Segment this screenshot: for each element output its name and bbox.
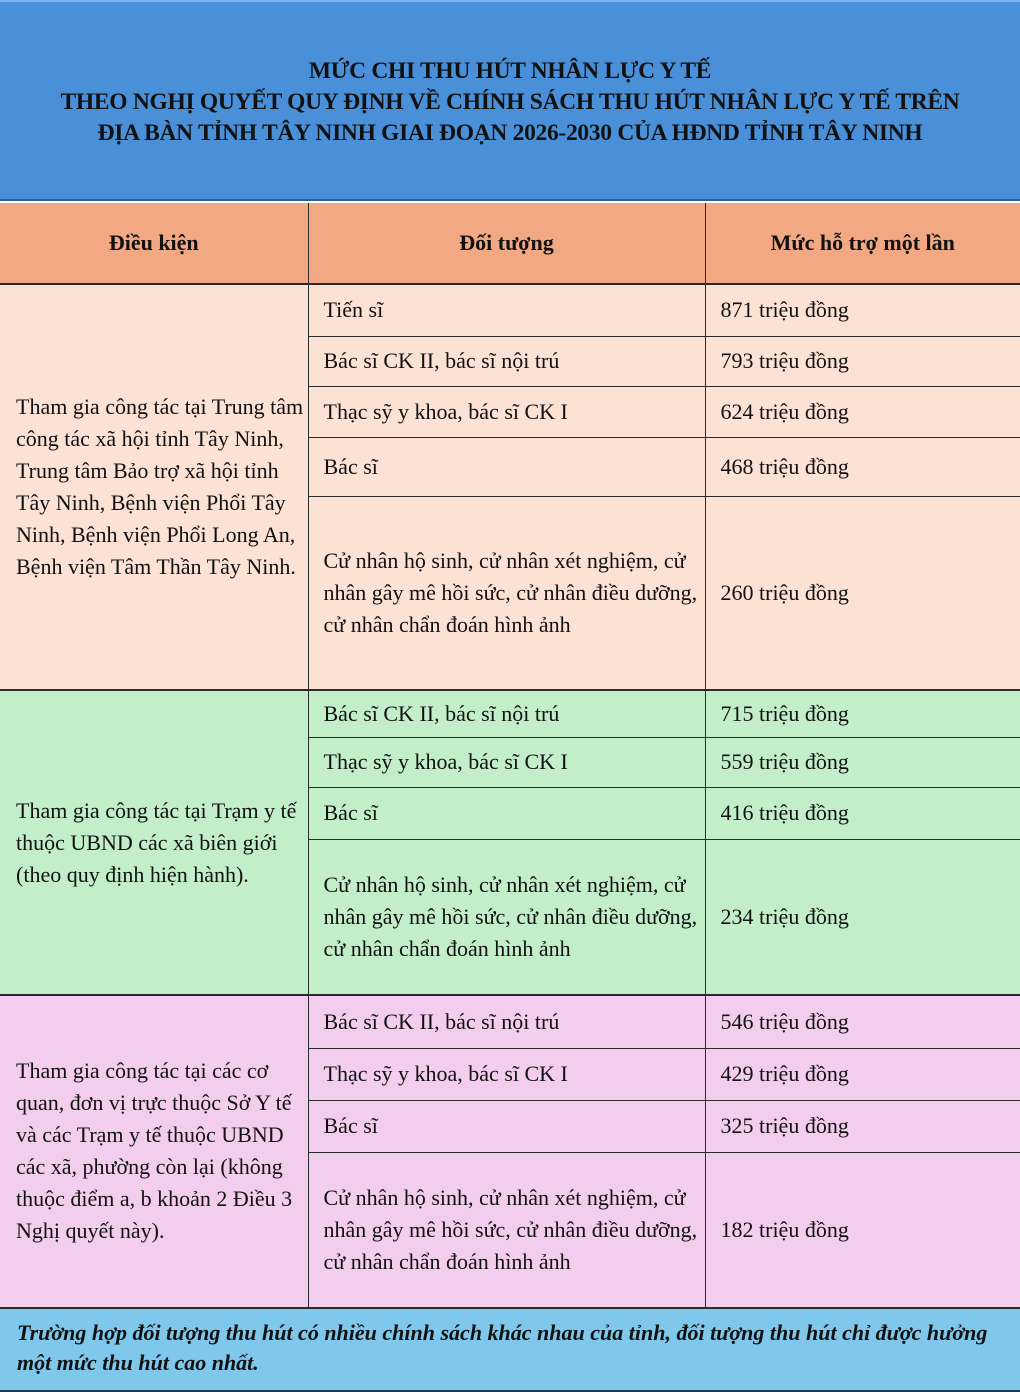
footer-note [0, 1307, 1020, 1392]
amount-cell: 624 triệu đồng [705, 386, 1020, 437]
footer-note-text: Trường hợp đối tượng thu hút có nhiều chính sách khác nhau của tỉnh, đối tượng thu hút chỉ được hưởng một mức thu hút cao nhất. [17, 1320, 988, 1375]
support-table [0, 203, 1020, 1308]
amount-cell: 416 triệu đồng [705, 787, 1020, 839]
table-row [0, 995, 1020, 1048]
target-cell: Bác sĩ CK II, bác sĩ nội trú [308, 690, 705, 737]
table-row [0, 284, 1020, 336]
condition-cell: Tham gia công tác tại Trung tâm công tác xã hội tỉnh Tây Ninh, Trung tâm Bảo trợ xã hội tỉnh Tây Ninh, Bệnh viện Phổi Tây Ninh, Bệnh viện Phổi Long An, Bệnh viện Tâm Thần Tây Ninh. [0, 284, 308, 690]
target-cell: Thạc sỹ y khoa, bác sĩ CK I [308, 737, 705, 787]
amount-cell: 793 triệu đồng [705, 336, 1020, 386]
amount-cell: 468 triệu đồng [705, 437, 1020, 496]
title-line-2: THEO NGHỊ QUYẾT QUY ĐỊNH VỀ CHÍNH SÁCH THU HÚT NHÂN LỰC Y TẾ TRÊN [60, 89, 960, 115]
target-cell: Bác sĩ [308, 437, 705, 496]
target-cell: Thạc sỹ y khoa, bác sĩ CK I [308, 386, 705, 437]
title-line-1: MỨC CHI THU HÚT NHÂN LỰC Y TẾ [308, 58, 712, 84]
condition-cell: Tham gia công tác tại các cơ quan, đơn vị trực thuộc Sở Y tế và các Trạm y tế thuộc UBND các xã, phường còn lại (không thuộc điểm a, b khoản 2 Điều 3 Nghị quyết này). [0, 995, 308, 1307]
amount-cell: 429 triệu đồng [705, 1048, 1020, 1100]
target-cell: Bác sĩ [308, 1100, 705, 1152]
header-target: Đối tượng [308, 203, 705, 284]
target-cell: Cử nhân hộ sinh, cử nhân xét nghiệm, cử nhân gây mê hồi sức, cử nhân điều dưỡng, cử nhân chẩn đoán hình ảnh [308, 1152, 705, 1307]
table-header-row [0, 203, 1020, 284]
amount-cell: 234 triệu đồng [705, 839, 1020, 995]
amount-cell: 559 triệu đồng [705, 737, 1020, 787]
table-row [0, 690, 1020, 737]
title-banner [0, 0, 1020, 201]
title-line-3: ĐỊA BÀN TỈNH TÂY NINH GIAI ĐOẠN 2026-2030 CỦA HĐND TỈNH TÂY NINH [97, 120, 923, 146]
target-cell: Bác sĩ CK II, bác sĩ nội trú [308, 336, 705, 386]
amount-cell: 546 triệu đồng [705, 995, 1020, 1048]
amount-cell: 871 triệu đồng [705, 284, 1020, 336]
header-condition: Điều kiện [0, 203, 308, 284]
amount-cell: 715 triệu đồng [705, 690, 1020, 737]
target-cell: Bác sĩ [308, 787, 705, 839]
amount-cell: 325 triệu đồng [705, 1100, 1020, 1152]
target-cell: Tiến sĩ [308, 284, 705, 336]
target-cell: Cử nhân hộ sinh, cử nhân xét nghiệm, cử nhân gây mê hồi sức, cử nhân điều dưỡng, cử nhân chẩn đoán hình ảnh [308, 839, 705, 995]
target-cell: Cử nhân hộ sinh, cử nhân xét nghiệm, cử nhân gây mê hồi sức, cử nhân điều dưỡng, cử nhân chẩn đoán hình ảnh [308, 496, 705, 690]
amount-cell: 260 triệu đồng [705, 496, 1020, 690]
condition-cell: Tham gia công tác tại Trạm y tế thuộc UBND các xã biên giới (theo quy định hiện hành). [0, 690, 308, 995]
amount-cell: 182 triệu đồng [705, 1152, 1020, 1307]
header-amount: Mức hỗ trợ một lần [705, 203, 1020, 284]
target-cell: Bác sĩ CK II, bác sĩ nội trú [308, 995, 705, 1048]
target-cell: Thạc sỹ y khoa, bác sĩ CK I [308, 1048, 705, 1100]
page-title [61, 56, 960, 149]
